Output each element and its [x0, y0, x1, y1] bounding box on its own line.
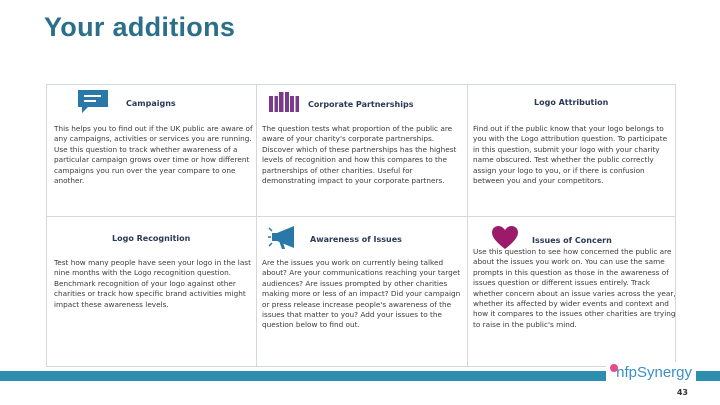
- logo-suffix: Synergy: [636, 364, 692, 381]
- cell-text: The question tests what proportion of the public are aware of your charity's corporate partnerships. Discover which of these partnerships has the highest levels of recognition and how this compares to the partnerships of other charities. Useful for demonstrating impact to your corporate partners.: [262, 124, 457, 186]
- cell-text: Test how many people have seen your logo in the last nine months with the Logo recognition question. Benchmark recognition of your logo against other charities or track how specific brand activities might impact these awareness levels.: [54, 258, 251, 309]
- cell-logo-attribution-header: [534, 98, 608, 107]
- cell-awareness-of-issues-header: [268, 224, 402, 254]
- megaphone-icon: [268, 224, 302, 254]
- cell-text: Use this question to see how concerned the public are about the issues you work on. You can use the same prompts in this question as those in the awareness of issues question or different issues entirely. Track whether concern about an issue varies across the year, whether its affected by wider events and context and how it compares to the issues other charities are trying to raise in the public's mind.: [473, 247, 676, 329]
- cell-heading: Corporate Partnerships: [308, 99, 414, 109]
- page-title: Your additions: [44, 12, 236, 42]
- cell-text: Are the issues you work on currently being talked about? Are your communications reaching your target audiences? Are issues prompted by other charities making more or less of an impact? Did your campaign or press release increase people's awareness of the issues that matter to you? Add your issues to the question below to find out.: [262, 258, 461, 330]
- cell-corporate-partnerships-header: [268, 90, 413, 118]
- cell-text: This helps you to find out if the UK public are aware of any campaigns, activities or services you are running. Use this question to track whether awareness of a particular campaign grows over time or how different campaigns you run over the year compare to one another.: [54, 124, 253, 186]
- logo-prefix: nfp: [616, 364, 637, 381]
- grid-divider: [467, 85, 468, 366]
- cell-heading: Awareness of Issues: [310, 234, 402, 244]
- grid-divider: [47, 216, 675, 217]
- page-number: 43: [676, 388, 688, 397]
- gift-boxes-icon: [268, 90, 300, 118]
- cell-logo-recognition-header: [112, 234, 190, 243]
- nfpsynergy-logo: [606, 362, 696, 384]
- cell-heading: Logo Attribution: [534, 98, 609, 107]
- grid-divider: [256, 85, 257, 366]
- cell-text: Find out if the public know that your logo belongs to you with the Logo attribution question. To participate in this question, submit your logo with your charity name obscured. Test whether the public correctly assign your logo to you, or if there is confusion between you and your competitors.: [473, 124, 668, 186]
- cell-heading: Campaigns: [126, 98, 176, 108]
- cell-heading: Issues of Concern: [532, 235, 612, 245]
- speech-bubble-icon: [76, 88, 110, 118]
- cell-campaigns-header: [76, 88, 176, 118]
- cell-heading: Logo Recognition: [112, 234, 191, 243]
